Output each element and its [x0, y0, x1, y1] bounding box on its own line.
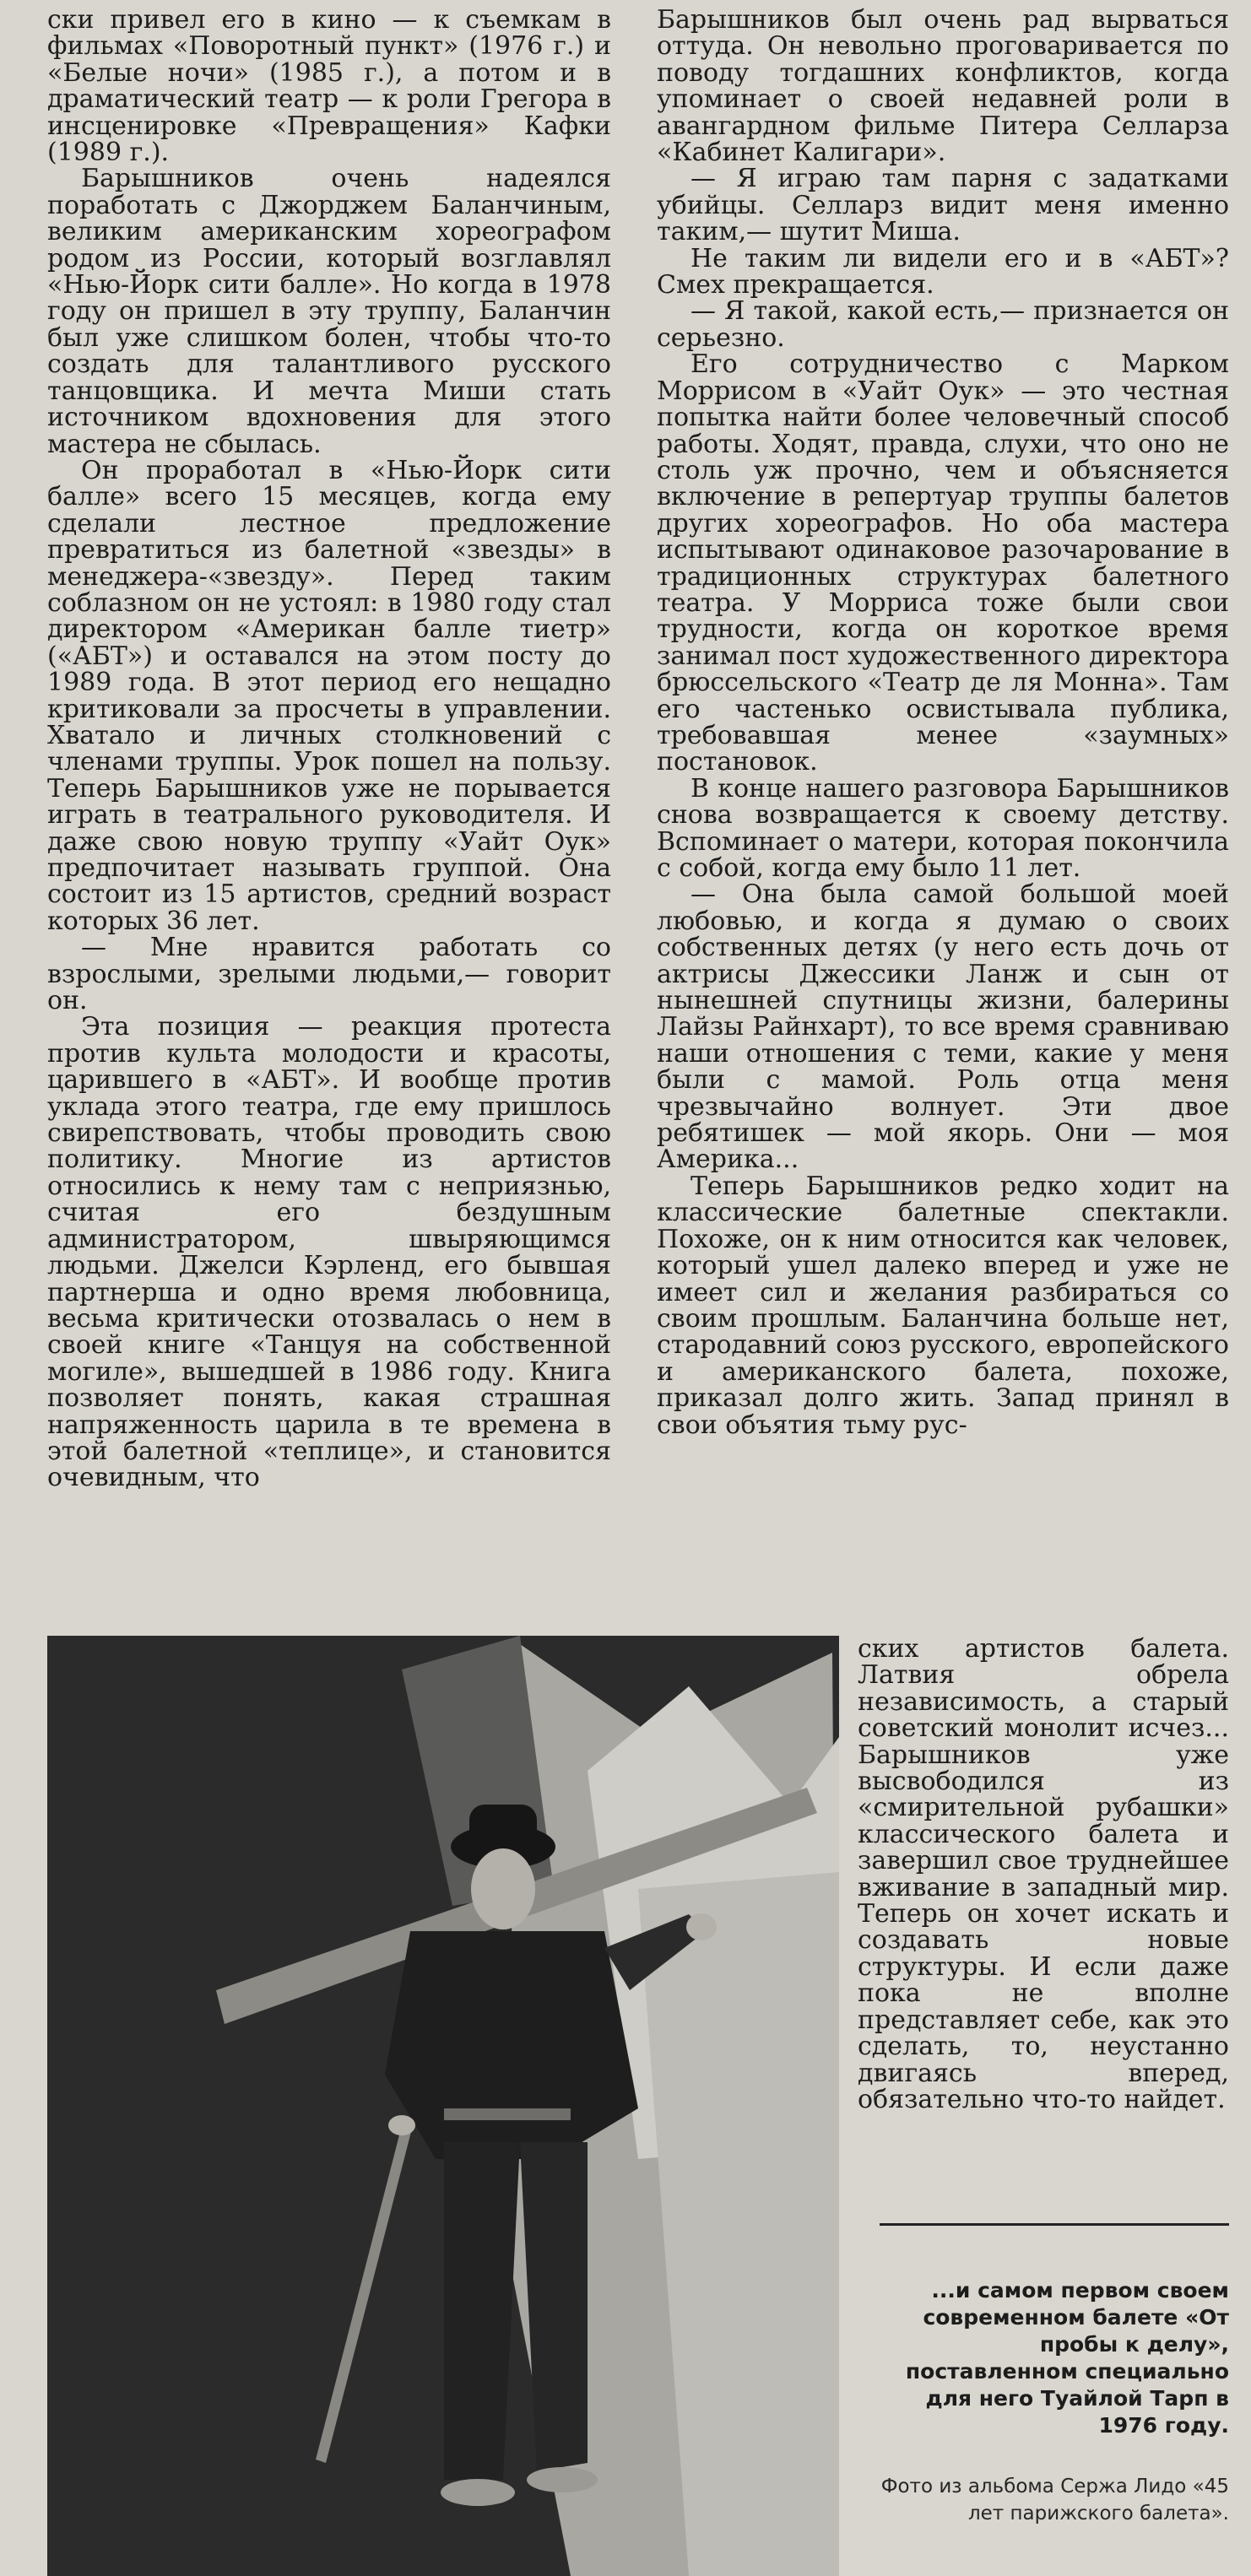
caption-divider [880, 2223, 1229, 2226]
dancer-photo [47, 1636, 839, 2576]
article-paragraph: Он проработал в «Нью-Йорк сити балле» всего 15 месяцев, когда ему сделали лестное предложение превратиться из балетной «звезды» в менеджера-«звезду». Перед таким соблазном он не устоял: в 1980 году стал директором «Американ балле тиетр» («АБТ») и оставался на этом посту до 1989 года. В этот период его нещадно критиковали за просчеты в управлении. Хватало и личных столкновений с членами труппы. Урок пошел на пользу. Теперь Барышников уже не порывается играть в театрального руководителя. И даже свою новую труппу «Уайт Оук» предпочитает называть группой. Она состоит из 15 артистов, средний возраст которых 36 лет. [47, 455, 611, 936]
photo-caption: ...и самом первом своем современном балете «От пробы к делу», поставленном специально для него Туайлой Тарп в 1976 году. [905, 2278, 1229, 2438]
article-paragraph: Эта позиция — реакция протеста против культа молодости и красоты, царившего в «АБТ». И вообще против уклада этого театра, где ему пришлось свирепствовать, чтобы проводить свою политику. Многие из артистов относились к нему там с неприязнью, считая его бездушным администратором, швыряющимся людьми. Джелси Кэрленд, его бывшая партнерша и одно время любовница, весьма критически отозвалась о нем в своей книге «Танцуя на собственной могиле», вышедшей в 1986 году. Книга позволяет понять, какая страшная напряженность царила в те времена в этой балетной «теплице», и становится очевидным, что [47, 1012, 611, 1493]
article-column-bottom-right [858, 1636, 1229, 2113]
article-paragraph: В конце нашего разговора Барышников снова возвращается к своему детству. Вспоминает о матери, которая покончила с собой, когда ему было 11 лет. [657, 773, 1229, 883]
article-paragraph: Барышников очень надеялся поработать с Джорджем Баланчиным, великим американским хореографом родом из России, который возглавлял «Нью-Йорк сити балле». Но когда в 1978 году он пришел в эту труппу, Баланчин был уже слишком болен, чтобы что-то создать для талантливого русского танцовщика. И мечта Миши стать источником вдохновения для этого мастера не сбылась. [47, 164, 611, 459]
article-paragraph: — Я такой, какой есть,— признается он серьезно. [657, 296, 1229, 353]
article-paragraph: ски привел его в кино — к съемкам в фильмах «Поворотный пункт» (1976 г.) и «Белые ночи» (1985 г.), а потом и в драматический театр — к роли Грегора в инсценировке «Превращения» Кафки (1989 г.). [47, 5, 611, 168]
dancer-photo-illustration [47, 1636, 839, 2576]
article-paragraph: Его сотрудничество с Марком Моррисом в «Уайт Оук» — это честная попытка найти более человечный способ работы. Ходят, правда, слухи, что оно не столь уж прочно, чем и объясняется включение в репертуар труппы балетов других хореографов. Но оба мастера испытывают одинаковое разочарование в традиционных структурах балетного театра. У Морриса тоже были свои трудности, когда он короткое время занимал пост художественного директора брюссельского «Театр де ля Монна». Там его частенько освистывала публика, требовавшая менее «заумных» постановок. [657, 349, 1229, 777]
article-paragraph: — Мне нравится работать со взрослыми, зрелыми людьми,— говорит он. [47, 933, 611, 1016]
article-paragraph: Теперь Барышников редко ходит на классические балетные спектакли. Похоже, он к ним относится как человек, который ушел далеко вперед и уже не имеет сил и желания разбираться со своим прошлым. Баланчина больше нет, стародавний союз русского, европейского и американского балета, похоже, приказал долго жить. Запад принял в свои объятия тьму рус- [657, 1171, 1229, 1440]
photo-credit: Фото из альбома Сержа Лидо «45 лет парижского балета». [880, 2476, 1229, 2525]
article-paragraph: Не таким ли видели его и в «АБТ»? Смех прекращается. [657, 243, 1229, 300]
article-paragraph: — Я играю там парня с задатками убийцы. Селларз видит меня именно таким,— шутит Миша. [657, 164, 1229, 247]
article-column-right [657, 7, 1229, 1438]
article-paragraph: Барышников был очень рад вырваться оттуда. Он невольно проговаривается по поводу тогдашних конфликтов, когда упоминает о своей недавней роли в авангардном фильме Питера Селларза «Кабинет Калигари». [657, 5, 1229, 168]
article-column-left [47, 7, 611, 1491]
article-paragraph: — Она была самой большой моей любовью, и когда я думаю о своих собственных детях (у него есть дочь от актрисы Джессики Ланж и сын от нынешней спутницы жизни, балерины Лайзы Райнхарт), то все время сравниваю наши отношения с теми, какие у меня были с мамой. Роль отца меня чрезвычайно волнует. Эти двое ребятишек — мой якорь. Они — моя Америка... [657, 879, 1229, 1175]
article-paragraph: ских артистов балета. Латвия обрела независимость, а старый советский монолит исчез... Барышников уже высвободился из «смирительной рубашки» классического балета и завершил свое труднейшее вживание в западный мир. Теперь он хочет искать и создавать новые структуры. И если даже пока не вполне представляет себе, как это сделать, то, неустанно двигаясь вперед, обязательно что-то найдет. [858, 1634, 1229, 2114]
